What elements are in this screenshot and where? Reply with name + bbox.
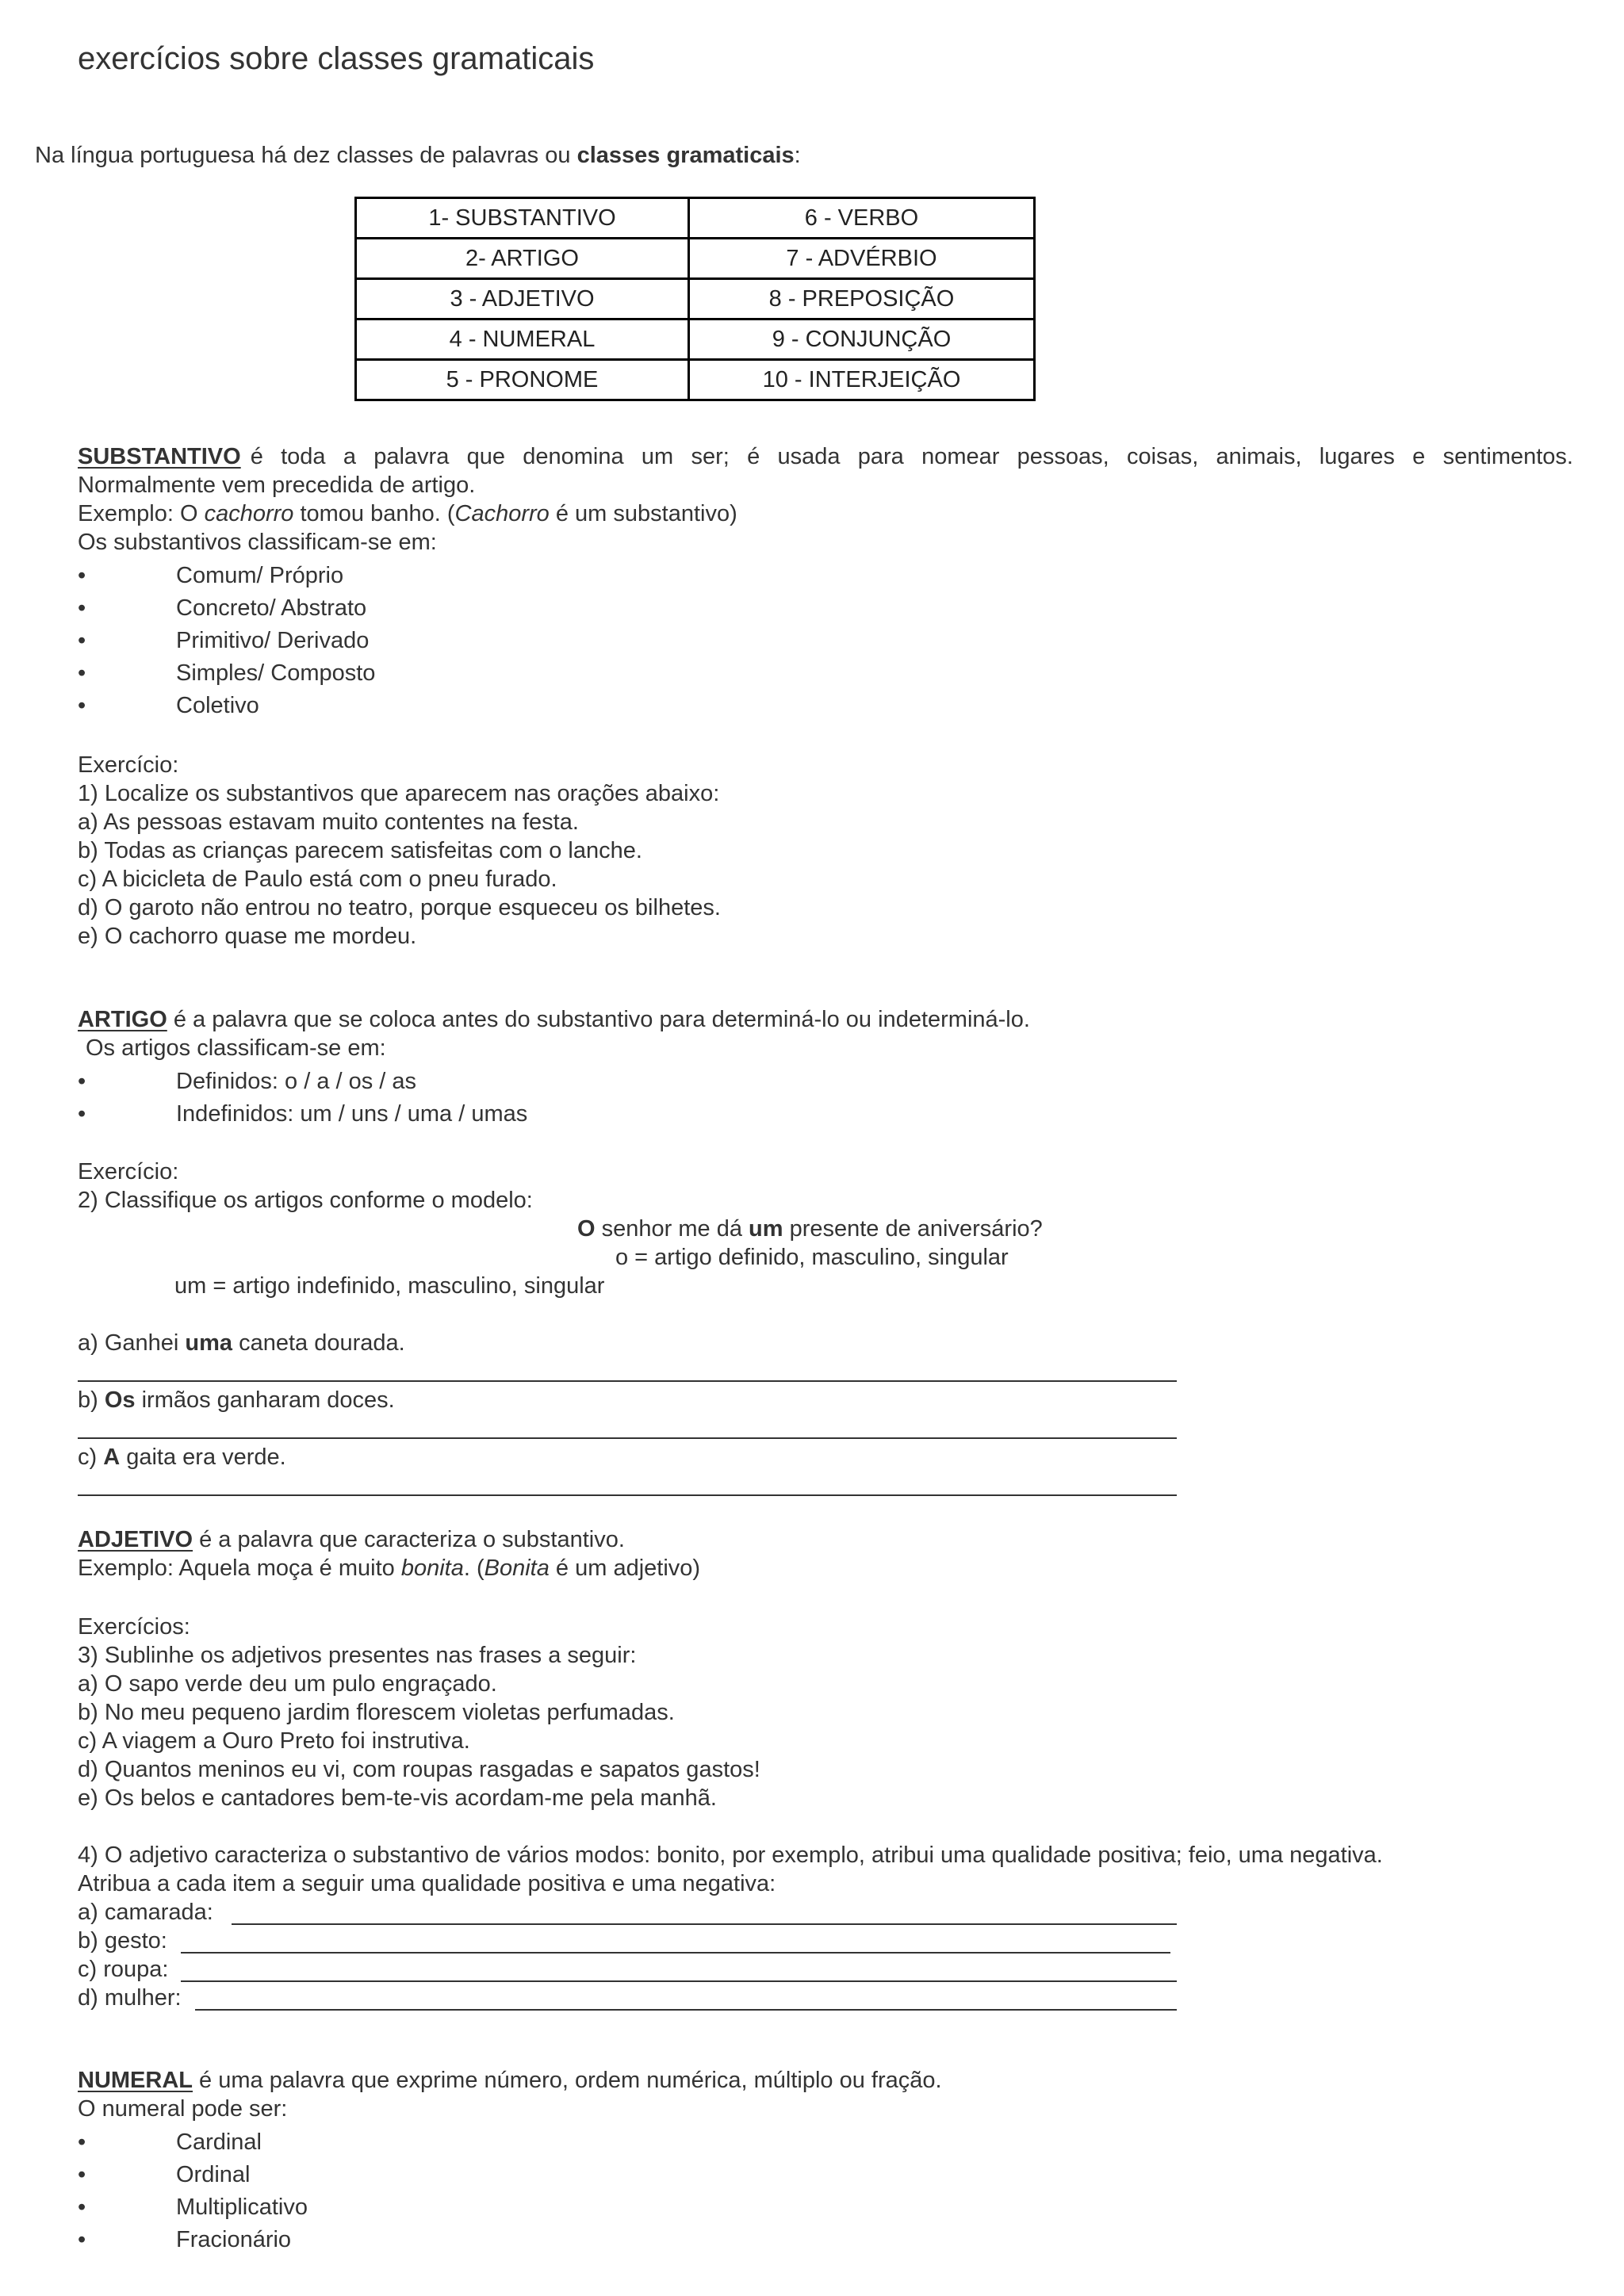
list-item: Definidos: o / a / os / as [176, 1069, 417, 1094]
answer-line[interactable] [78, 1437, 1177, 1439]
list-item: Simples/ Composto [176, 660, 376, 686]
intro-paragraph [35, 141, 801, 170]
q4-item: b) gesto: [78, 1928, 167, 1954]
q4-line2: Atribua a cada item a seguir uma qualidade positiva e uma negativa: [78, 1871, 776, 1896]
model-definido: o = artigo definido, masculino, singular [615, 1245, 1009, 1270]
artigo-classify-intro: Os artigos classificam-se em: [86, 1035, 386, 1061]
table-cell: 10 - INTERJEIÇÃO [689, 360, 1035, 400]
table-row [356, 360, 1035, 400]
exercise-line: 3) Sublinhe os adjetivos presentes nas frases a seguir: [78, 1643, 637, 1668]
substantivo-example [78, 499, 737, 528]
q4-item: c) roupa: [78, 1957, 169, 1982]
adjetivo-def: é a palavra que caracteriza o substantivo. [193, 1527, 625, 1552]
exercise-question: 2) Classifique os artigos conforme o modelo: [78, 1188, 533, 1213]
exercise-line: e) O cachorro quase me mordeu. [78, 924, 417, 949]
list-item: Cardinal [176, 2130, 262, 2155]
exercise-label: Exercício: [78, 1159, 179, 1184]
artigo-def: é a palavra que se coloca antes do substantivo para determiná-lo ou indeterminá-lo. [167, 1007, 1030, 1032]
model-indefinido: um = artigo indefinido, masculino, singular [174, 1273, 605, 1299]
item-text: caneta dourada. [232, 1330, 405, 1356]
table-cell: 8 - PREPOSIÇÃO [689, 279, 1035, 320]
example-text: tomou banho. ( [293, 501, 455, 526]
numeral-term: NUMERAL [78, 2068, 193, 2093]
exercise-line: a) O sapo verde deu um pulo engraçado. [78, 1671, 497, 1697]
list-item: Coletivo [176, 693, 259, 718]
table-cell: 7 - ADVÉRBIO [689, 239, 1035, 279]
substantivo-def: é toda a palavra que denomina um ser; é usada para nomear pessoas, coisas, animais, lugares e sentimentos. [250, 444, 1573, 469]
item-text: c) [78, 1445, 104, 1470]
example-text: . ( [463, 1556, 485, 1581]
table-cell: 2- ARTIGO [356, 239, 689, 279]
table-cell: 5 - PRONOME [356, 360, 689, 400]
list-item: Ordinal [176, 2162, 251, 2187]
numeral-definition [78, 2066, 942, 2095]
adjetivo-example [78, 1554, 700, 1582]
list-item: Comum/ Próprio [176, 563, 344, 588]
bullet-icon: • [78, 2227, 86, 2252]
exercise-line: a) As pessoas estavam muito contentes na festa. [78, 809, 579, 835]
bullet-icon: • [78, 693, 86, 718]
table-cell: 3 - ADJETIVO [356, 279, 689, 320]
exercise-line: b) No meu pequeno jardim florescem violetas perfumadas. [78, 1700, 675, 1725]
table-row [356, 279, 1035, 320]
intro-bold: classes gramaticais [576, 143, 795, 168]
table-row [356, 198, 1035, 239]
model-bold: O [577, 1216, 596, 1242]
artigo-term: ARTIGO [78, 1007, 167, 1032]
adjetivo-definition [78, 1525, 625, 1554]
example-italic: Bonita [484, 1556, 550, 1581]
exercise-item [78, 1329, 405, 1357]
exercise-line: c) A bicicleta de Paulo está com o pneu furado. [78, 867, 557, 892]
answer-line[interactable] [195, 2009, 1177, 2011]
bullet-icon: • [78, 595, 86, 621]
answer-line[interactable] [78, 1380, 1177, 1382]
adjetivo-term: ADJETIVO [78, 1527, 193, 1552]
numeral-def: é uma palavra que exprime número, ordem numérica, múltiplo ou fração. [193, 2068, 942, 2093]
item-bold: A [103, 1445, 121, 1470]
item-bold: Os [104, 1387, 136, 1413]
model-sentence [577, 1215, 1043, 1243]
page-title: exercícios sobre classes gramaticais [78, 41, 595, 76]
example-italic: cachorro [204, 501, 294, 526]
answer-line[interactable] [78, 1494, 1177, 1496]
item-text: b) [78, 1387, 105, 1413]
bullet-icon: • [78, 660, 86, 686]
substantivo-definition-line1 [78, 442, 1573, 471]
exercise-label: Exercício: [78, 752, 179, 778]
exercise-line: 1) Localize os substantivos que aparecem nas orações abaixo: [78, 781, 720, 806]
numeral-intro: O numeral pode ser: [78, 2096, 288, 2122]
answer-line[interactable] [181, 1980, 1177, 1982]
list-item: Indefinidos: um / uns / uma / umas [176, 1101, 528, 1127]
exercise-line: b) Todas as crianças parecem satisfeitas com o lanche. [78, 838, 642, 863]
example-italic: Cachorro [454, 501, 550, 526]
substantivo-term: SUBSTANTIVO [78, 444, 241, 469]
bullet-icon: • [78, 1101, 86, 1127]
example-text: Exemplo: O [78, 501, 205, 526]
artigo-definition [78, 1005, 1030, 1034]
substantivo-classify-intro: Os substantivos classificam-se em: [78, 530, 437, 555]
example-italic: bonita [400, 1556, 464, 1581]
model-text: presente de aniversário? [783, 1216, 1043, 1242]
exercise-line: d) O garoto não entrou no teatro, porque esqueceu os bilhetes. [78, 895, 721, 920]
bullet-icon: • [78, 2130, 86, 2155]
answer-line[interactable] [181, 1952, 1170, 1954]
model-bold: um [749, 1216, 783, 1242]
exercise-label: Exercícios: [78, 1614, 190, 1640]
table-cell: 9 - CONJUNÇÃO [689, 320, 1035, 360]
bullet-icon: • [78, 628, 86, 653]
example-text: é um substantivo) [549, 501, 737, 526]
exercise-line: c) A viagem a Ouro Preto foi instrutiva. [78, 1728, 470, 1754]
table-row [356, 239, 1035, 279]
list-item: Multiplicativo [176, 2195, 308, 2220]
bullet-icon: • [78, 1069, 86, 1094]
table-row [356, 320, 1035, 360]
table-cell: 6 - VERBO [689, 198, 1035, 239]
substantivo-definition-line2: Normalmente vem precedida de artigo. [78, 473, 476, 498]
exercise-line: d) Quantos meninos eu vi, com roupas rasgadas e sapatos gastos! [78, 1757, 760, 1782]
item-text: gaita era verde. [120, 1445, 286, 1470]
table-cell: 4 - NUMERAL [356, 320, 689, 360]
q4-line1: 4) O adjetivo caracteriza o substantivo de vários modos: bonito, por exemplo, atribui uma qualidade positiva; feio, uma negativa. [78, 1843, 1383, 1868]
exercise-item [78, 1386, 395, 1414]
classes-table [354, 197, 1036, 401]
list-item: Concreto/ Abstrato [176, 595, 367, 621]
item-text: irmãos ganharam doces. [135, 1387, 395, 1413]
bullet-icon: • [78, 563, 86, 588]
exercise-item [78, 1443, 286, 1471]
q4-item: a) camarada: [78, 1900, 213, 1925]
item-bold: uma [185, 1330, 233, 1356]
model-text: senhor me dá [595, 1216, 749, 1242]
exercise-line: e) Os belos e cantadores bem-te-vis acordam-me pela manhã. [78, 1785, 717, 1811]
intro-text: Na língua portuguesa há dez classes de palavras ou [35, 143, 577, 168]
example-text: é um adjetivo) [549, 1556, 701, 1581]
bullet-icon: • [78, 2162, 86, 2187]
table-cell: 1- SUBSTANTIVO [356, 198, 689, 239]
list-item: Primitivo/ Derivado [176, 628, 370, 653]
example-text: Exemplo: Aquela moça é muito [78, 1556, 401, 1581]
bullet-icon: • [78, 2195, 86, 2220]
intro-end: : [794, 143, 801, 168]
item-text: a) Ganhei [78, 1330, 186, 1356]
list-item: Fracionário [176, 2227, 292, 2252]
answer-line[interactable] [232, 1923, 1177, 1925]
q4-item: d) mulher: [78, 1985, 182, 2011]
